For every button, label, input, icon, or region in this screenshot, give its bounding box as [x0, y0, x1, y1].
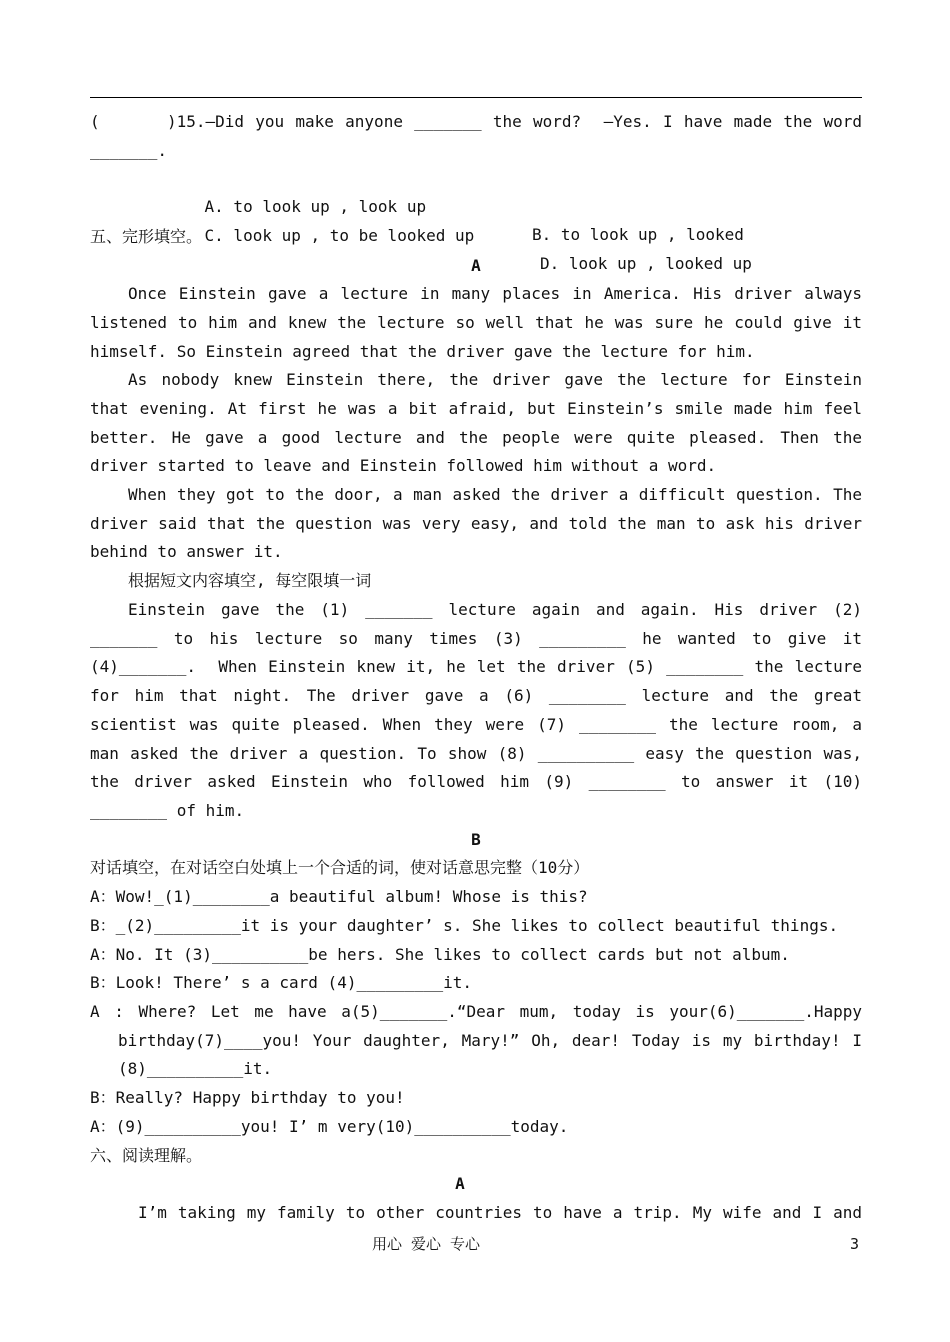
section-6-part-a-label: A [455, 1174, 465, 1193]
section-6-heading: 六、阅读理解。 [90, 1146, 203, 1165]
passage-line: better. He gave a good lecture and the people were quite pleased. Then the [90, 428, 862, 447]
passage-line: driver said that the question was very easy, and told the man to ask his driver [90, 514, 862, 533]
passage-line: himself. So Einstein agreed that the driver gave the lecture for him. [90, 342, 755, 361]
page-number: 3 [850, 1235, 860, 1253]
dialogue-line: A：(9)__________you! I’ m very(10)__________today. [90, 1117, 569, 1136]
section-5-part-a-label: A [471, 256, 481, 275]
dialogue-line: (8)__________it. [118, 1059, 273, 1078]
dialogue-line: A：No. It (3)__________be hers. She likes to collect cards but not album. [90, 945, 790, 964]
fill-line: ________ of him. [90, 801, 245, 820]
header-rule [90, 97, 862, 98]
section-5-part-b-label: B [471, 830, 481, 849]
q15-option-b: B. to look up , looked [532, 225, 744, 244]
fill-line: for him that night. The driver gave a (6) ________ lecture and the great [90, 686, 862, 705]
dialogue-line: B：Look! There’ s a card (4)_________it. [90, 973, 473, 992]
passage-line: As nobody knew Einstein there, the driver gave the lecture for Einstein [128, 370, 862, 389]
passage-line: that evening. At first he was a bit afraid, but Einstein’s smile made him feel [90, 399, 862, 418]
dialogue-line: B：_(2)_________it is your daughter’ s. She likes to collect beautiful things. [90, 916, 839, 935]
q15-stem: ( )15.—Did you make anyone _______ the word? —Yes. I have made the word [90, 112, 862, 131]
dialogue-line: A：Wow!_(1)________a beautiful album! Whose is this? [90, 887, 588, 906]
dialogue-line: A : Where? Let me have a(5)_______.“Dear mum, today is your(6)_______.Happy [90, 1002, 862, 1021]
passage-line: driver started to leave and Einstein followed him without a word. [90, 456, 717, 475]
section-5-heading: 五、完形填空。 [90, 227, 203, 246]
fill-line: the driver asked Einstein who followed him (9) ________ to answer it (10) [90, 772, 862, 791]
q15-tail: _______. [90, 141, 168, 160]
fill-line: (4)_______. When Einstein knew it, he let the driver (5) ________ the lecture [90, 657, 862, 676]
fill-line: Einstein gave the (1) _______ lecture again and again. His driver (2) [128, 600, 862, 619]
fill-line: _______ to his lecture so many times (3) _________ he wanted to give it [90, 629, 862, 648]
reading-line: I’m taking my family to other countries to have a trip. My wife and I and [138, 1203, 862, 1222]
q15-option-a: A. to look up , look up [204, 197, 427, 216]
q15-option-d: D. look up , looked up [540, 254, 752, 273]
passage-line: behind to answer it. [90, 542, 283, 561]
fill-line: man asked the driver a question. To show (8) __________ easy the question was, [90, 744, 862, 763]
q15-option-c: C. look up , to be looked up [204, 226, 475, 245]
passage-line: When they got to the door, a man asked the driver a difficult question. The [128, 485, 862, 504]
passage-line: Once Einstein gave a lecture in many places in America. His driver always [128, 284, 862, 303]
dialogue-line: B：Really? Happy birthday to you! [90, 1088, 405, 1107]
dialogue-instruction: 对话填空，在对话空白处填上一个合适的词，使对话意思完整（10分） [90, 858, 590, 877]
footer-motto: 用心 爱心 专心 [372, 1235, 481, 1253]
fill-line: scientist was quite pleased. When they were (7) ________ the lecture room, a [90, 715, 862, 734]
fill-instruction: 根据短文内容填空, 每空限填一词 [128, 571, 372, 590]
passage-line: listened to him and knew the lecture so well that he was sure he could give it [90, 313, 862, 332]
dialogue-line: birthday(7)____you! Your daughter, Mary!” Oh, dear! Today is my birthday! I [118, 1031, 862, 1050]
